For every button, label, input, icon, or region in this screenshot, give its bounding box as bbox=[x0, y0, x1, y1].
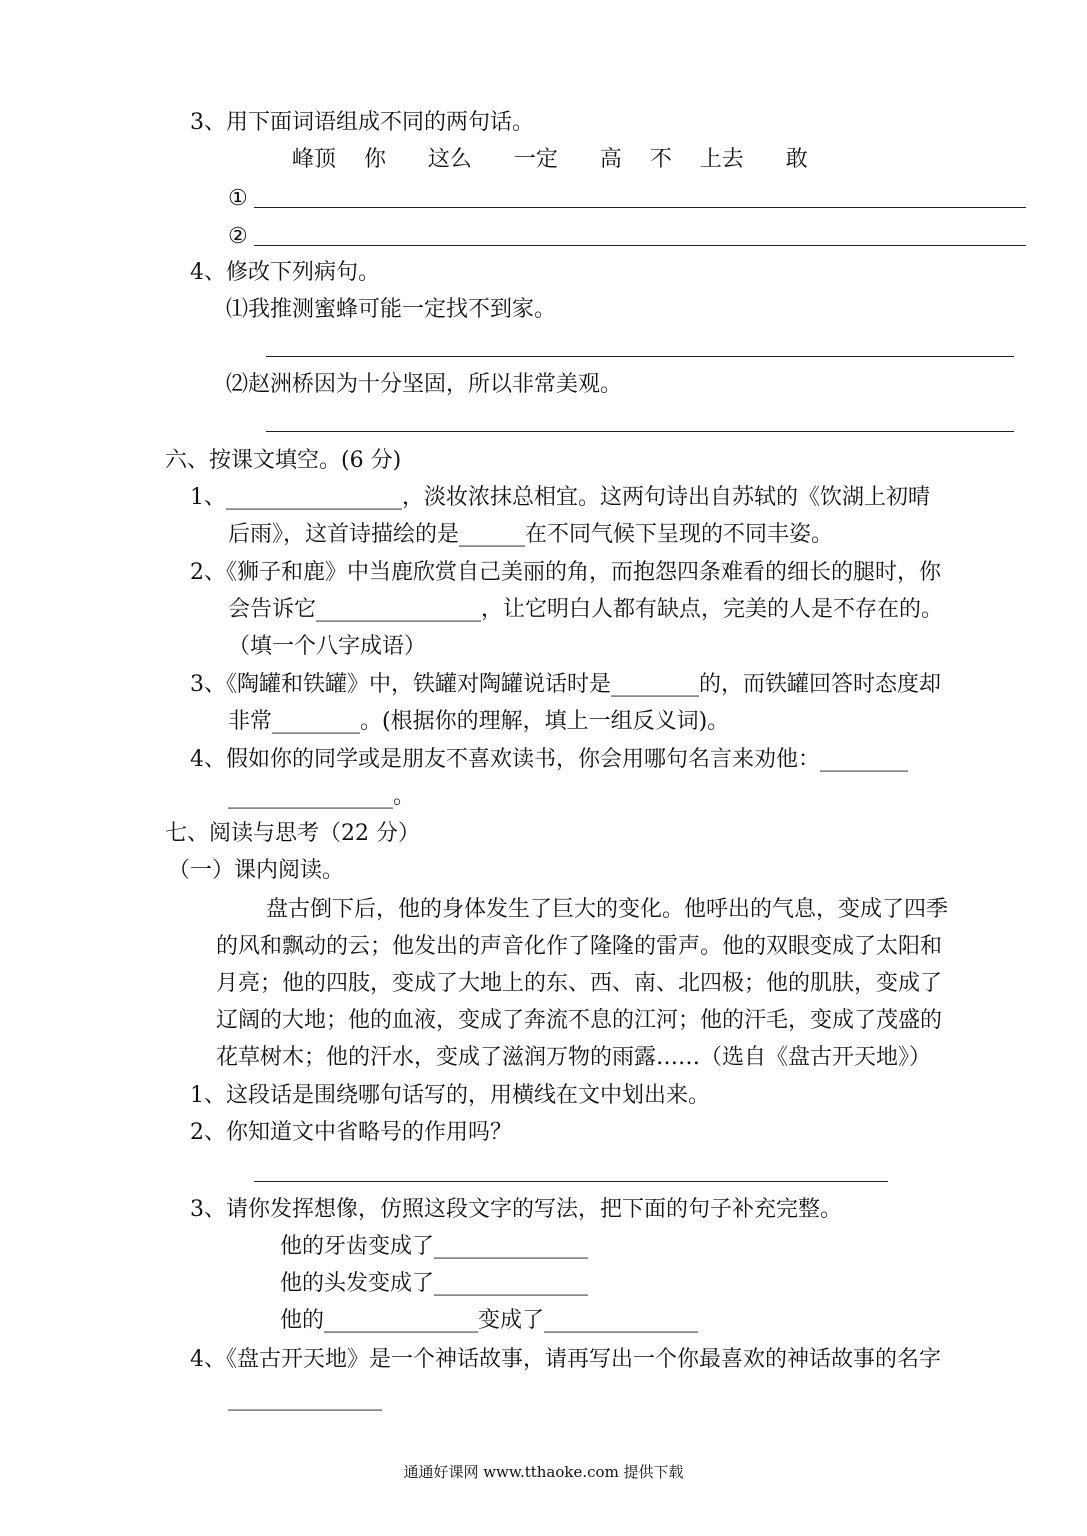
q4-title: 4、修改下列病句。 bbox=[190, 260, 380, 285]
q4-sentence-1: ⑴我推测蜜蜂可能一定找不到家。 bbox=[226, 297, 557, 322]
q4-sentence-2-answer-line[interactable] bbox=[266, 431, 1014, 432]
s6-q4-line1: 4、假如你的同学或是朋友不喜欢读书，你会用哪句名言来劝他：________ bbox=[190, 747, 908, 772]
s7-q2-answer-line[interactable] bbox=[254, 1181, 888, 1182]
s7-q1: 1、这段话是围绕哪句话写的，用横线在文中划出来。 bbox=[190, 1083, 710, 1108]
passage-line-4: 辽阔的大地；他的血液，变成了奔流不息的江河；他的汗毛，变成了茂盛的 bbox=[216, 1008, 943, 1033]
s6-q1-line2: 后雨》，这首诗描绘的是______在不同气候下呈现的不同丰姿。 bbox=[228, 522, 834, 547]
q3-answer-1-line[interactable] bbox=[254, 207, 1026, 208]
q3-answer-2-line[interactable] bbox=[254, 245, 1026, 246]
page-footer: 通通好课网 www.tthaoke.com 提供下载 bbox=[403, 1463, 684, 1481]
q4-sentence-1-answer-line[interactable] bbox=[266, 356, 1014, 357]
s7-q3-item-free: 他的______________变成了______________ bbox=[280, 1308, 699, 1333]
s7-q2: 2、你知道文中省略号的作用吗？ bbox=[190, 1120, 512, 1145]
q3-answer-1-marker: ① bbox=[228, 186, 248, 211]
passage-line-5: 花草树木；他的汗水，变成了滋润万物的雨露……（选自《盘古开天地》） bbox=[216, 1045, 932, 1070]
s7-q4-line1: 4、《盘古开天地》是一个神话故事，请再写出一个你最喜欢的神话故事的名字 bbox=[190, 1347, 941, 1372]
q3-word-list: 峰顶 你 这么 一定 高 不 上去 敢 bbox=[292, 147, 808, 172]
section7-sub-heading: （一）课内阅读。 bbox=[168, 858, 345, 883]
q3-answer-2-marker: ② bbox=[228, 224, 248, 249]
q4-sentence-2: ⑵赵洲桥因为十分坚固，所以非常美观。 bbox=[226, 372, 623, 397]
s6-q3-line2: 非常________。(根据你的理解，填上一组反义词)。 bbox=[228, 709, 730, 734]
s6-q1-line1: 1、________________，淡妆浓抹总相宜。这两句诗出自苏轼的《饮湖上初晴 bbox=[190, 485, 930, 510]
s6-q2-line3: （填一个八字成语） bbox=[228, 634, 427, 659]
passage-line-2: 的风和飘动的云；他发出的声音化作了隆隆的雷声。他的双眼变成了太阳和 bbox=[216, 934, 943, 959]
s6-q4-line2: _______________。 bbox=[228, 784, 416, 809]
s6-q2-line2: 会告诉它_______________，让它明白人都有缺点，完美的人是不存在的。 bbox=[228, 597, 944, 622]
q3-title: 3、用下面词语组成不同的两句话。 bbox=[190, 110, 534, 135]
s7-q3-item-hair: 他的头发变成了______________ bbox=[280, 1271, 589, 1296]
s7-q3-item-teeth: 他的牙齿变成了______________ bbox=[280, 1234, 589, 1259]
s7-q4-line2: ______________ bbox=[228, 1386, 382, 1411]
s6-q2-line1: 2、《狮子和鹿》中当鹿欣赏自己美丽的角，而抱怨四条难看的细长的腿时，你 bbox=[190, 560, 941, 585]
section7-heading: 七、阅读与思考（22 分） bbox=[165, 821, 420, 846]
s7-q3-title: 3、请你发挥想像，仿照这段文字的写法，把下面的句子补充完整。 bbox=[190, 1197, 842, 1222]
s6-q3-line1: 3、《陶罐和铁罐》中，铁罐对陶罐说话时是________的，而铁罐回答时态度却 bbox=[190, 672, 941, 697]
passage-line-1: 盘古倒下后，他的身体发生了巨大的变化。他呼出的气息，变成了四季 bbox=[266, 897, 949, 922]
section6-heading: 六、按课文填空。(6 分) bbox=[165, 448, 402, 473]
passage-line-3: 月亮；他的四肢，变成了大地上的东、西、南、北四极；他的肌肤，变成了 bbox=[216, 971, 943, 996]
